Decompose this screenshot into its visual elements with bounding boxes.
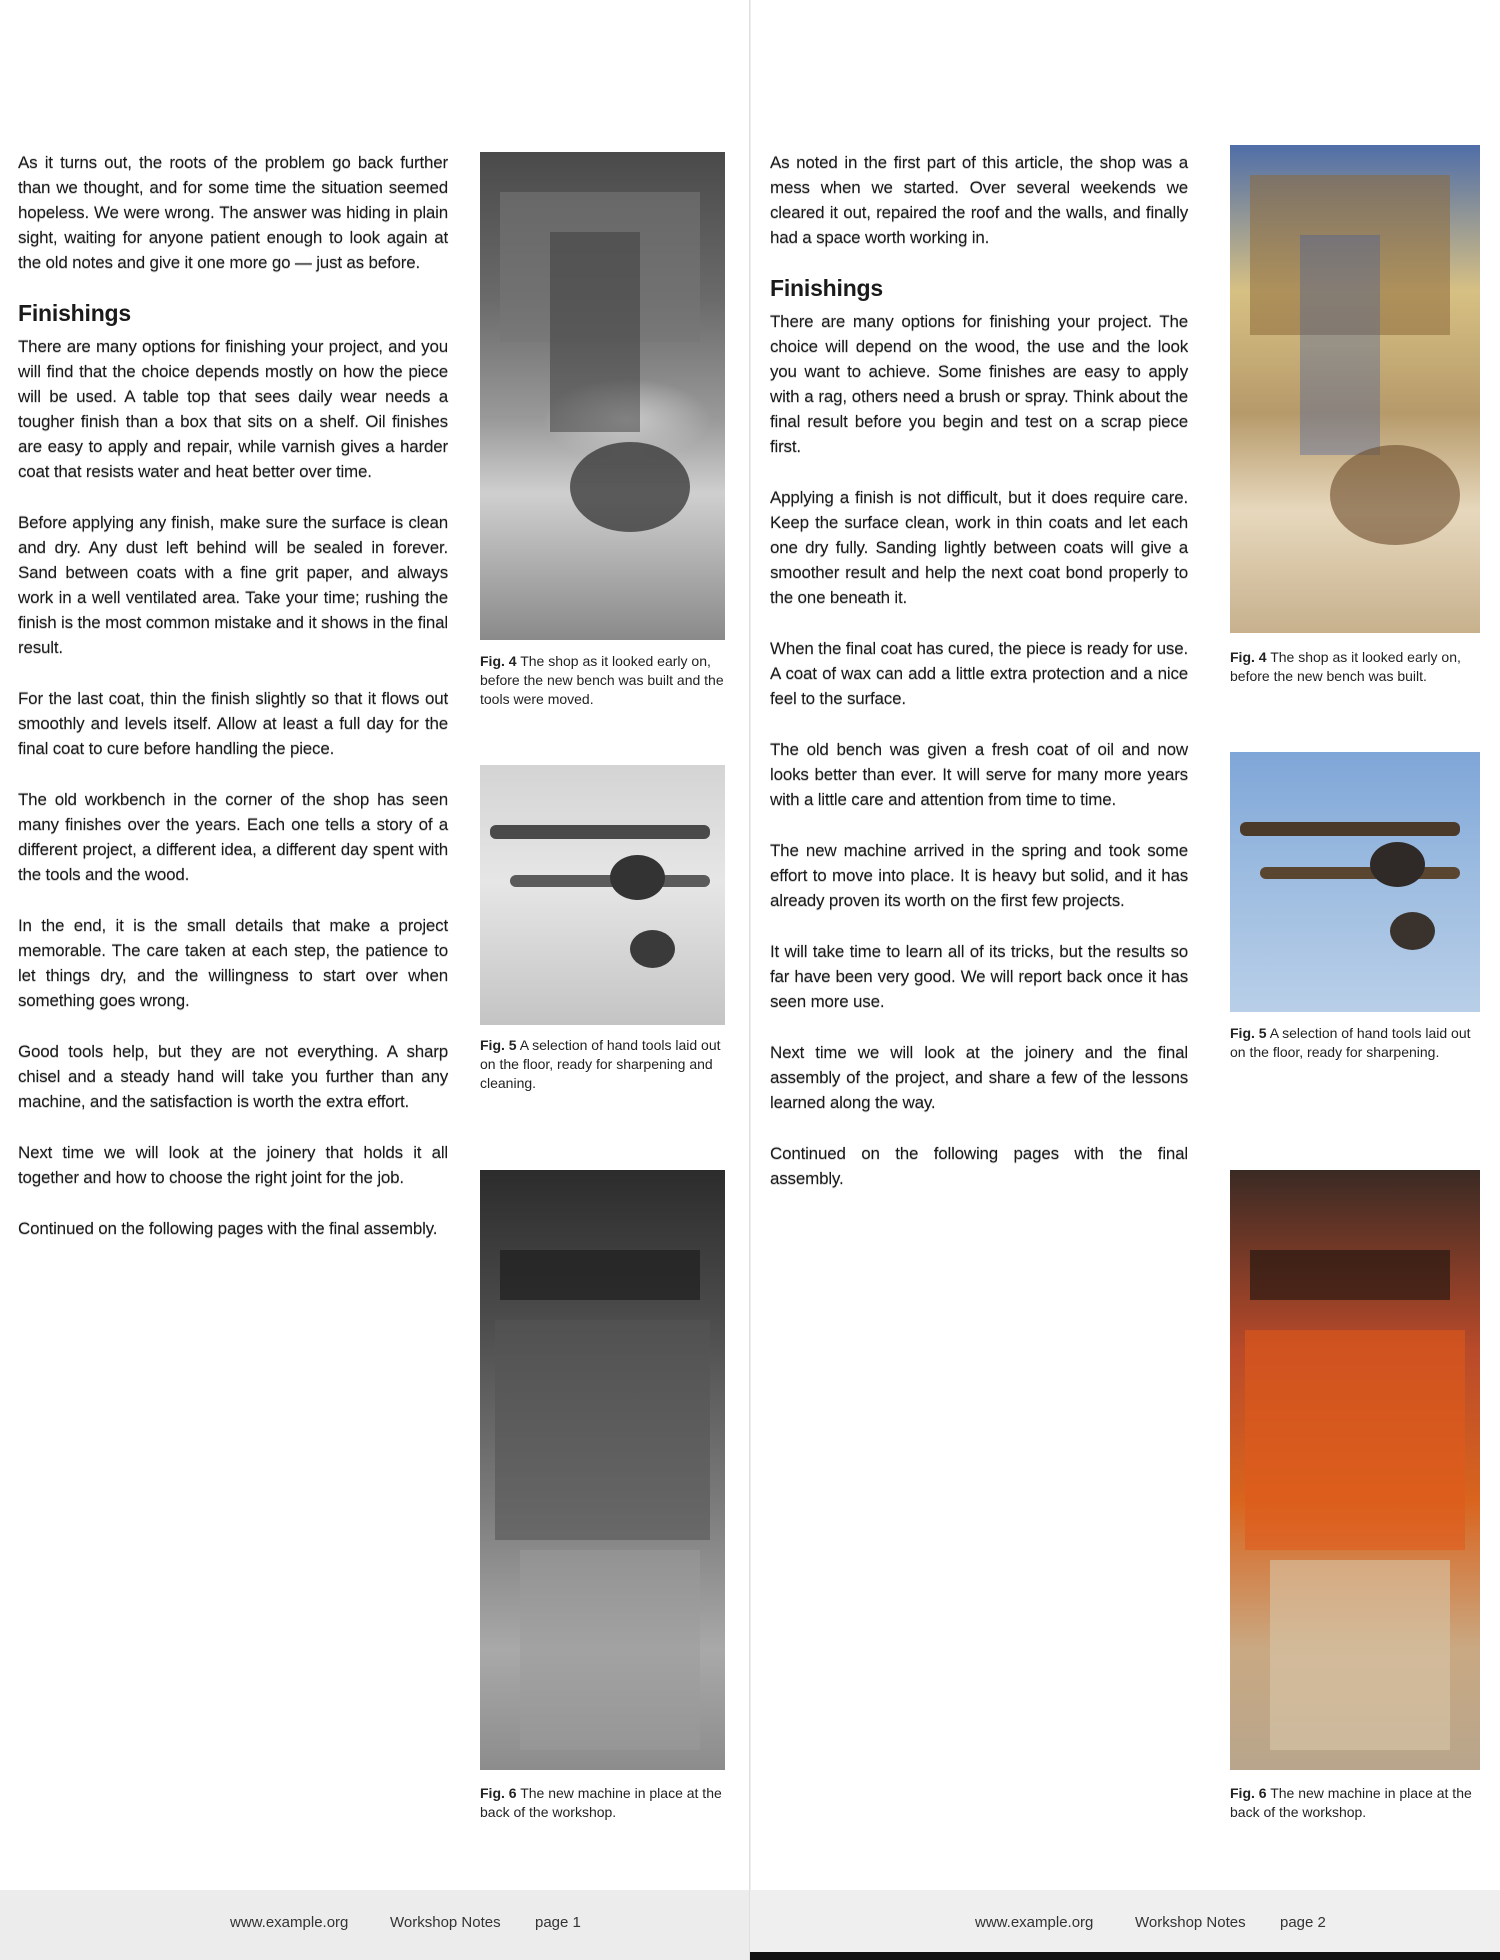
right-paragraph: Continued on the following pages with the final assembly. (770, 1144, 1188, 1188)
left-paragraph: Good tools help, but they are not everything. A sharp chisel and a steady hand will take you further than any machine, and the satisfaction is worth the extra effort. (18, 1042, 448, 1111)
right-intro-paragraph: As noted in the first part of this article, the shop was a mess when we started. Over several weekends we cleared it out, repaired the roof and the walls, and finally had a space worth working in. (770, 153, 1188, 247)
right-paragraph: Applying a finish is not difficult, but it does require care. Keep the surface clean, work in thin coats and let each one dry fully. Sanding lightly between coats will give a smoother result and help the next coat bond properly to the one beneath it. (770, 488, 1188, 607)
left-paragraph: There are many options for finishing your project, and you will find that the choice depends mostly on how the piece will be used. A table top that sees daily wear needs a tougher finish than a box that sits on a shelf. Oil finishes are easy to apply and repair, while varnish gives a harder coat that resists water and heat better over time. (18, 337, 448, 481)
right-caption-2 (1230, 1024, 1485, 1062)
caption-text: A selection of hand tools laid out on the floor, ready for sharpening. (1230, 1025, 1471, 1060)
right-paragraph: Next time we will look at the joinery and the final assembly of the project, and share a few of the lessons learned along the way. (770, 1043, 1188, 1112)
machine-photo (1230, 1170, 1480, 1770)
footer-page-number: page 2 (1280, 1914, 1326, 1931)
caption-label: Fig. 5 (480, 1037, 517, 1053)
caption-text: The shop as it looked early on, before the new bench was built. (1230, 649, 1461, 684)
right-paragraph: The old bench was given a fresh coat of oil and now looks better than ever. It will serve for many more years with a little care and attention from time to time. (770, 740, 1188, 809)
tools-photo (480, 765, 725, 1025)
tools-photo (1230, 752, 1480, 1012)
caption-text: The shop as it looked early on, before the new bench was built and the tools were moved. (480, 653, 724, 707)
left-footer (0, 1890, 750, 1960)
left-caption-2 (480, 1036, 730, 1093)
workshop-photo (1230, 145, 1480, 633)
footer-page-number: page 1 (535, 1914, 581, 1931)
caption-text: A selection of hand tools laid out on the floor, ready for sharpening and cleaning. (480, 1037, 721, 1091)
footer-url: www.example.org (975, 1914, 1094, 1931)
footer-bar (750, 1952, 1500, 1960)
left-heading-finishings: Finishings (18, 300, 132, 326)
footer-title: Workshop Notes (390, 1914, 501, 1931)
left-figure-1 (480, 152, 725, 640)
caption-label: Fig. 4 (480, 653, 517, 669)
caption-text: The new machine in place at the back of the workshop. (480, 1785, 722, 1820)
workshop-photo (480, 152, 725, 640)
left-caption-3 (480, 1784, 730, 1822)
left-paragraph: The old workbench in the corner of the shop has seen many finishes over the years. Each one tells a story of a different project, a different idea, a different day spent with the tools and the wood. (18, 790, 448, 884)
left-paragraph: In the end, it is the small details that make a project memorable. The care taken at each step, the patience to let things dry, and the willingness to start over when something goes wrong. (18, 916, 448, 1010)
right-figure-3 (1230, 1170, 1480, 1770)
machine-photo (480, 1170, 725, 1770)
right-text-column (770, 150, 1188, 1217)
right-paragraph: There are many options for finishing your project. The choice will depend on the wood, the use and the look you want to achieve. Some finishes are easy to apply with a rag, others need a brush or spray. Think about the final result before you begin and test on a scrap piece first. (770, 312, 1188, 456)
left-paragraph: Before applying any finish, make sure the surface is clean and dry. Any dust left behind will be sealed in forever. Sand between coats with a fine grit paper, and always work in a well ventilated area. Take your time; rushing the finish is the most common mistake and it shows in the final result. (18, 513, 448, 657)
footer-url: www.example.org (230, 1914, 349, 1931)
left-paragraph: Continued on the following pages with the final assembly. (18, 1219, 438, 1238)
right-figure-1 (1230, 145, 1480, 633)
caption-label: Fig. 5 (1230, 1025, 1267, 1041)
caption-label: Fig. 6 (480, 1785, 517, 1801)
right-page (750, 0, 1500, 1960)
right-footer (750, 1890, 1500, 1960)
right-paragraph: The new machine arrived in the spring and took some effort to move into place. It is heavy but solid, and it has already proven its worth on the first few projects. (770, 841, 1188, 910)
caption-label: Fig. 4 (1230, 649, 1267, 665)
caption-label: Fig. 6 (1230, 1785, 1267, 1801)
left-intro-paragraph: As it turns out, the roots of the problem go back further than we thought, and for some time the situation seemed hopeless. We were wrong. The answer was hiding in plain sight, waiting for anyone patient enough to look again at the old notes and give it one more go — just as before. (18, 153, 448, 272)
left-caption-1 (480, 652, 730, 709)
left-text-column (18, 150, 448, 1267)
footer-title: Workshop Notes (1135, 1914, 1246, 1931)
right-paragraph: It will take time to learn all of its tricks, but the results so far have been very good. We will report back once it has seen more use. (770, 942, 1188, 1011)
right-paragraph: When the final coat has cured, the piece is ready for use. A coat of wax can add a little extra protection and a nice feel to the surface. (770, 639, 1188, 708)
right-figure-2 (1230, 752, 1480, 1012)
left-paragraph: For the last coat, thin the finish slightly so that it flows out smoothly and levels itself. Allow at least a full day for the final coat to cure before handling the piece. (18, 689, 448, 758)
left-paragraph: Next time we will look at the joinery that holds it all together and how to choose the right joint for the job. (18, 1143, 448, 1187)
left-figure-3 (480, 1170, 725, 1770)
left-figure-2 (480, 765, 725, 1025)
right-caption-3 (1230, 1784, 1485, 1822)
right-caption-1 (1230, 648, 1485, 686)
caption-text: The new machine in place at the back of the workshop. (1230, 1785, 1472, 1820)
right-heading-finishings: Finishings (770, 275, 884, 301)
